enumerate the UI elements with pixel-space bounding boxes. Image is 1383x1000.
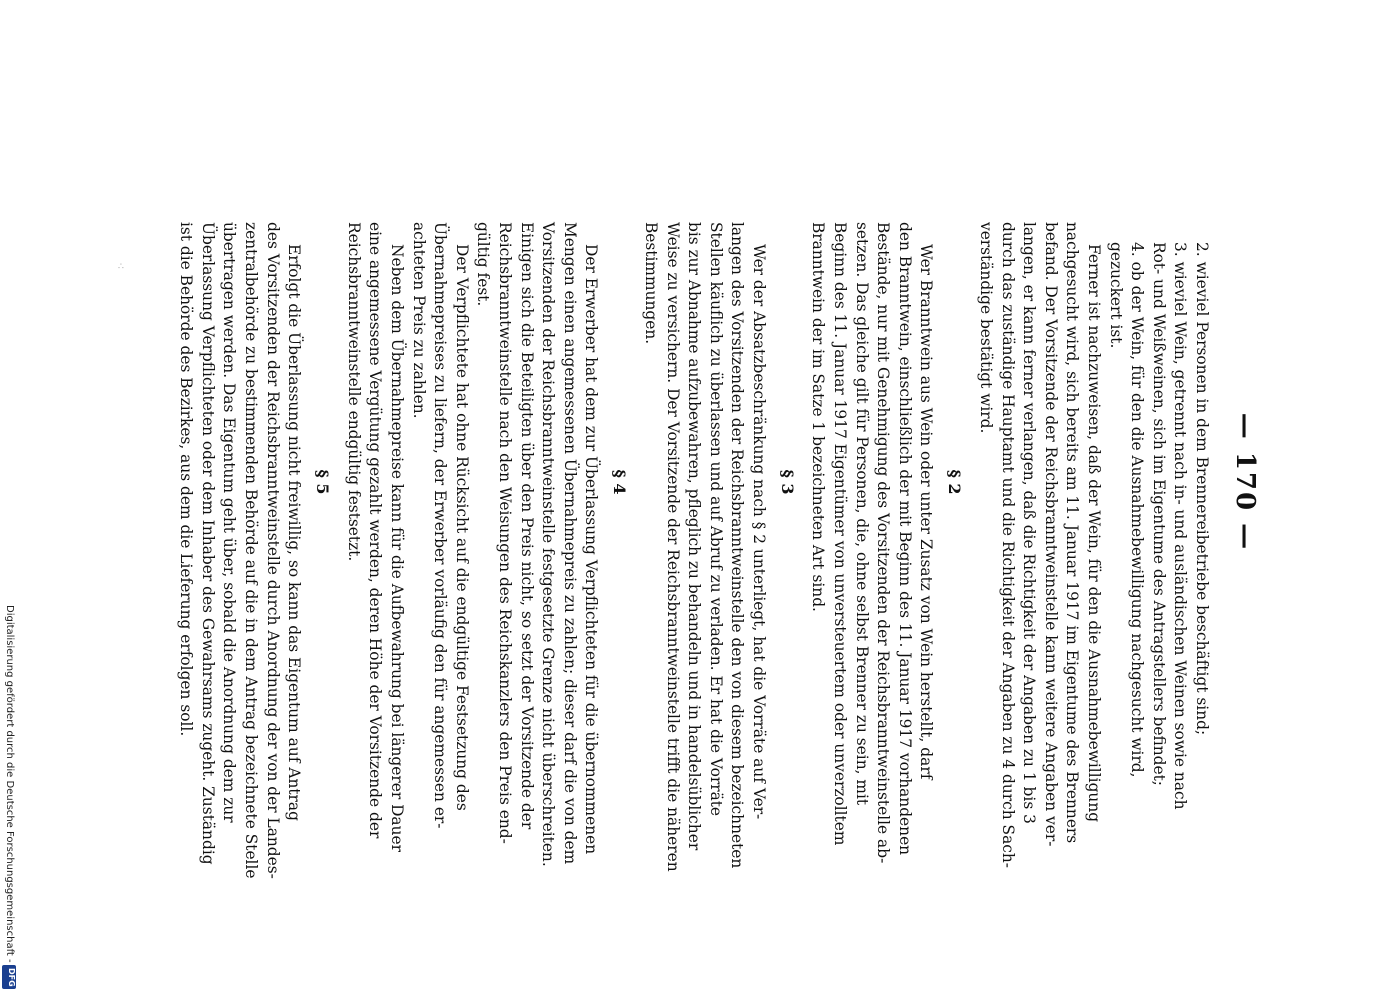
paragraph-line: Beginn des 11. Januar 1917 Eigentümer von unversteuertem oder unverzolltem bbox=[831, 222, 850, 846]
paragraph-line: Mengen einen angemessenen Übernahmepreis zu zahlen; dieser darf die von dem bbox=[560, 222, 579, 865]
list-item: 3. wieviel Wein, getrennt nach in- und ausländischen Weinen sowie nach bbox=[1171, 242, 1190, 810]
paragraph-line: Branntwein der im Satze 1 bezeichneten Art sind. bbox=[809, 222, 828, 612]
list-item: gezuckert ist. bbox=[1106, 242, 1125, 349]
paragraph-line: setzen. Das gleiche gilt für Personen, die, ohne selbst Brenner zu sein, mit bbox=[852, 222, 871, 806]
paragraph-line: langen des Vorsitzenden der Reichsbranntweinstelle den von diesem bezeichneten bbox=[728, 222, 747, 869]
scan-speck: ∴ bbox=[118, 262, 124, 272]
list-item: 4. ob der Wein, für den die Ausnahmebewilligung nachgesucht wird, bbox=[1128, 242, 1147, 778]
digitization-credit: Digitalisierung gefördert durch die Deutsche Forschungsgemeinschaft - bbox=[4, 605, 15, 963]
paragraph-line: Bestände, nur mit Genehmigung des Vorsitzenden der Reichsbranntweinstelle ab- bbox=[874, 222, 893, 864]
paragraph-line: Erfolgt die Überlassung nicht freiwillig, so kann das Eigentum auf Antrag bbox=[285, 244, 304, 821]
paragraph-line: Stellen käuflich zu überlassen und auf Abruf zu verladen. Er hat die Vorräte bbox=[706, 222, 725, 817]
paragraph-line: des Vorsitzenden der Reichsbranntweinstelle durch Anordnung der von der Landes- bbox=[263, 222, 282, 879]
section-heading: § 5 bbox=[313, 469, 333, 495]
dfg-logo: DFG bbox=[2, 965, 16, 989]
paragraph-line: durch das zuständige Hauptamt und die Richtigkeit der Angaben zu 4 durch Sach- bbox=[998, 222, 1017, 868]
paragraph-line: Einigen sich die Beteiligten über den Preis nicht, so setzt der Vorsitzende der bbox=[517, 222, 536, 830]
paragraph-line: zentralbehörde zu bestimmenden Behörde auf die in dem Antrag bezeichnete Stelle bbox=[242, 222, 261, 879]
section-heading: § 3 bbox=[777, 469, 797, 495]
list-item: 2. wieviel Personen in dem Brennereibetriebe beschäftigt sind; bbox=[1193, 242, 1211, 736]
paragraph-line: gültig fest. bbox=[474, 222, 493, 307]
paragraph-line: eine angemessene Vergütung gezahlt werden, deren Höhe der Vorsitzende der bbox=[366, 222, 385, 839]
section-5-body bbox=[175, 222, 305, 879]
paragraph-line: bis zur Abnahme aufzubewahren, pfleglich zu behandeln und in handelsüblicher bbox=[685, 222, 704, 851]
rotated-text-block bbox=[175, 222, 1260, 879]
paragraph-line: Überlassung Verpflichteten oder dem Inhaber des Gewahrsams zugeht. Zuständig bbox=[198, 222, 217, 865]
paragraph-line: Wer der Absatzbeschränkung nach § 2 unterliegt, hat die Vorräte auf Ver- bbox=[749, 244, 768, 820]
paragraph-line: Vorsitzenden der Reichsbranntweinstelle festgesetzte Grenze nicht überschreiten. bbox=[539, 222, 558, 867]
section-heading: § 4 bbox=[610, 469, 630, 495]
intro-list bbox=[974, 222, 1212, 868]
paragraph-line: ist die Behörde des Bezirkes, aus dem die Lieferung erfolgen soll. bbox=[177, 222, 196, 737]
paragraph-line: Reichsbranntweinstelle endgültig festsetzt. bbox=[344, 222, 363, 562]
paragraph-line: Der Erwerber hat dem zur Überlassung Verpflichteten für die übernommenen bbox=[582, 244, 601, 855]
paragraph-line: Bestimmungen. bbox=[641, 222, 660, 345]
paragraph-line: den Branntwein, einschließlich der mit Beginn des 11. Januar 1917 vorhandenen bbox=[895, 222, 914, 856]
paragraph-line: Reichsbranntweinstelle nach den Weisungen des Reichskanzlers den Preis end- bbox=[495, 222, 514, 844]
paragraph-line: Wer Branntwein aus Wein oder unter Zusatz von Wein herstellt, darf bbox=[917, 244, 936, 780]
paragraph-line: langen, er kann ferner verlangen, daß die Richtigkeit der Angaben zu 1 bis 3 bbox=[1020, 222, 1039, 824]
list-item: Rot- und Weißweinen, sich im Eigentume des Antragstellers befindet; bbox=[1149, 242, 1168, 786]
section-2-body bbox=[807, 222, 937, 864]
paragraph-line: befand. Der Vorsitzende der Reichsbranntweinstelle kann weitere Angaben ver- bbox=[1041, 222, 1060, 847]
paragraph-line: achteten Preis zu zahlen. bbox=[409, 222, 428, 419]
section-4-body bbox=[342, 222, 601, 867]
section-3-body bbox=[639, 222, 769, 872]
paragraph-line: verständige bestätigt wird. bbox=[977, 222, 996, 434]
document-body bbox=[175, 222, 1260, 879]
paragraph-line: Ferner ist nachzuweisen, daß der Wein, für den die Ausnahmebewilligung bbox=[1085, 244, 1104, 823]
paragraph-line: Weise zu versichern. Der Vorsitzende der Reichsbranntweinstelle trifft die näheren bbox=[663, 222, 682, 872]
paragraph-line: nachgesucht wird, sich bereits am 11. Januar 1917 im Eigentume des Brenners bbox=[1063, 222, 1082, 844]
paragraph-line: Neben dem Übernahmepreise kann für die Aufbewahrung bei längerer Dauer bbox=[388, 244, 406, 852]
paragraph-line: Übernahmepreises zu liefern, der Erwerber vorläufig den für angemessen er- bbox=[431, 222, 450, 829]
paragraph-line: übertragen werden. Das Eigentum geht über, sobald die Anordnung dem zur bbox=[220, 222, 239, 823]
page-number: — 170 — bbox=[1230, 412, 1260, 552]
paragraph-line: Der Verpflichtete hat ohne Rücksicht auf die endgültige Festsetzung des bbox=[452, 244, 471, 811]
section-heading: § 2 bbox=[945, 469, 965, 495]
